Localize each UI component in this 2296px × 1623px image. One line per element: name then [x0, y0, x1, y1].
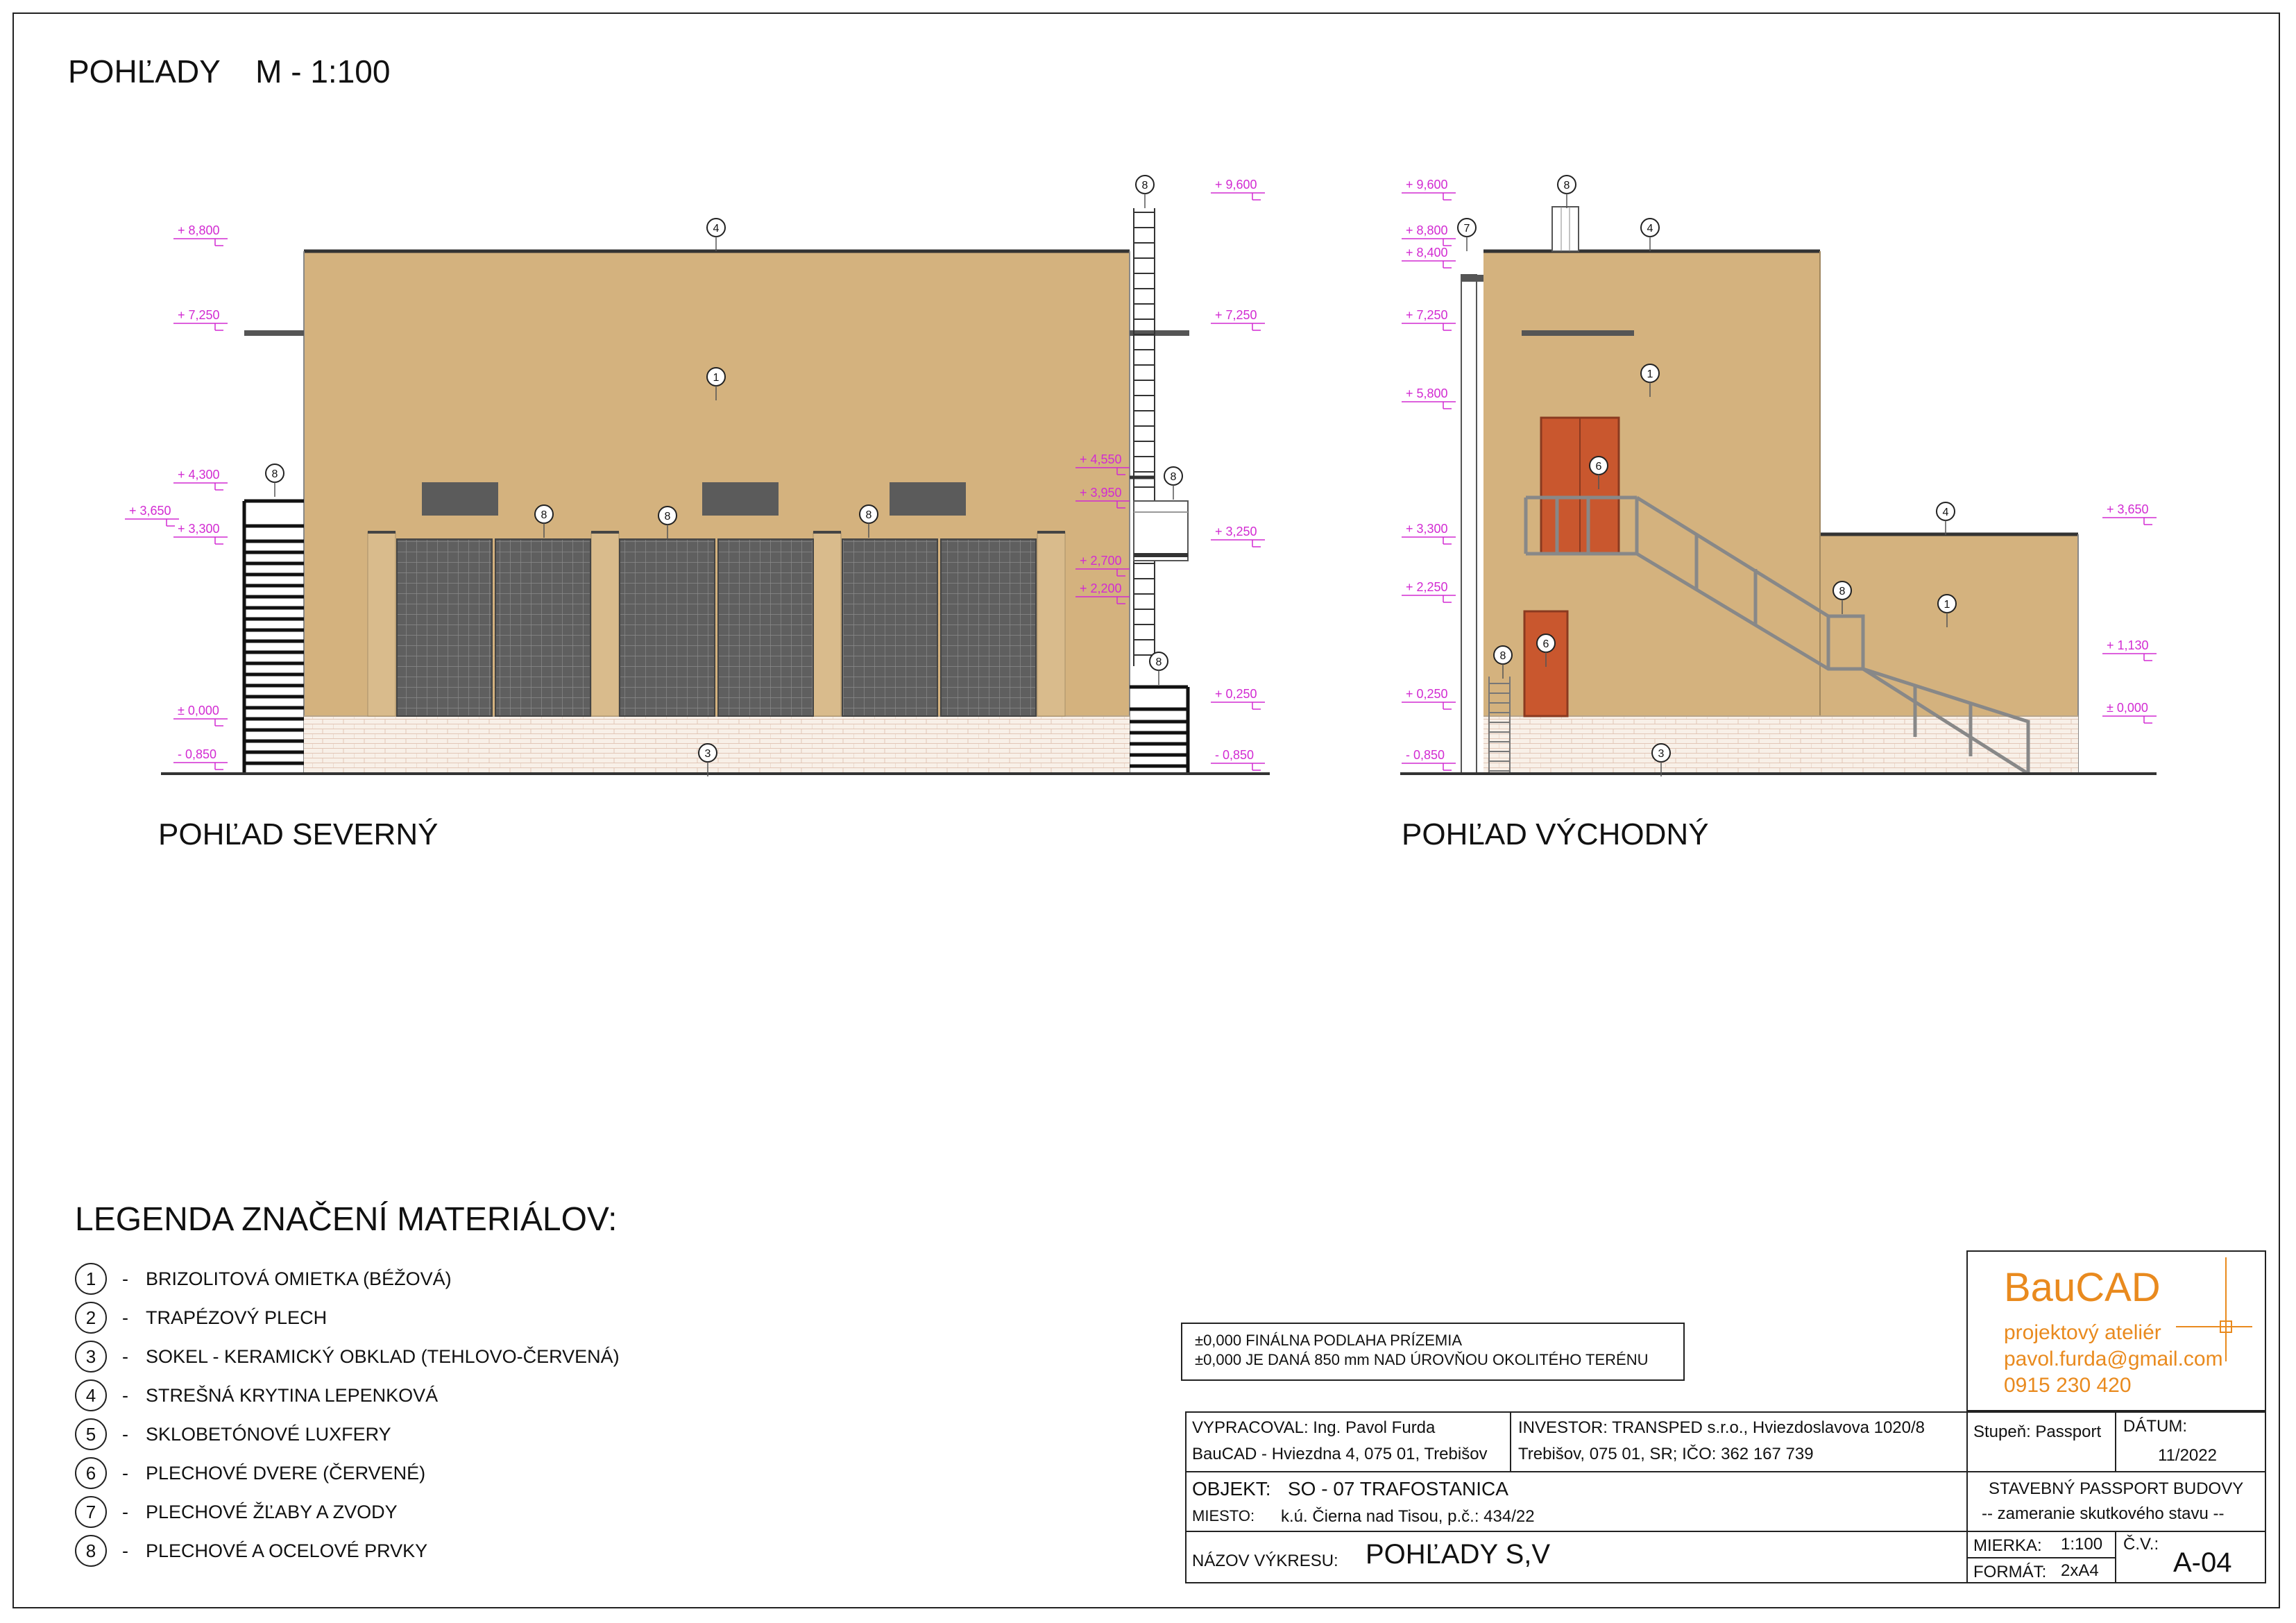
svg-text:+ 5,800: + 5,800	[1406, 386, 1448, 400]
north-sokel	[304, 716, 1130, 774]
svg-text:1: 1	[713, 372, 720, 384]
svg-text:+ 7,250: + 7,250	[1406, 308, 1448, 322]
objekt: SO - 07 TRAFOSTANICA	[1288, 1478, 1508, 1499]
legend-item	[75, 1531, 620, 1570]
svg-text:- 0,850: - 0,850	[178, 747, 217, 761]
cell-vypracoval	[1185, 1411, 1511, 1472]
left-steel-stair	[244, 501, 304, 774]
material-marker	[1136, 176, 1154, 208]
cell-investor	[1510, 1411, 1968, 1472]
cell-passport	[1966, 1471, 2266, 1532]
svg-text:8: 8	[1499, 650, 1506, 662]
svg-text:1: 1	[1944, 599, 1950, 611]
passport-subtitle: -- zameranie skutkového stavu --	[1982, 1504, 2225, 1523]
svg-text:+ 3,300: + 3,300	[178, 522, 220, 536]
logo-email: pavol.furda@gmail.com	[2004, 1348, 2223, 1370]
svg-text:+ 0,250: + 0,250	[1406, 687, 1448, 701]
east-sokel	[1483, 716, 2078, 774]
legend-label: PLECHOVÉ DVERE (ČERVENÉ)	[146, 1462, 426, 1484]
level-mark	[1402, 308, 1456, 330]
svg-text:8: 8	[271, 468, 278, 480]
legend-title: LEGENDA ZNAČENÍ MATERIÁLOV:	[75, 1201, 618, 1238]
level-mark	[1211, 308, 1265, 330]
glass-block-panel	[718, 539, 813, 716]
cell-cv	[2115, 1531, 2266, 1583]
legend-number: 6	[75, 1457, 107, 1489]
level-mark	[1402, 386, 1456, 409]
glass-block-panel	[842, 539, 937, 716]
level-mark	[1402, 522, 1456, 544]
cell-datum	[2115, 1411, 2266, 1472]
view-title-north: POHĽAD SEVERNÝ	[158, 817, 439, 851]
svg-text:6: 6	[1595, 461, 1602, 473]
svg-text:+ 8,800: + 8,800	[178, 223, 220, 237]
note-line-2: ±0,000 JE DANÁ 850 mm NAD ÚROVŇOU OKOLITÉHO TERÉNU	[1195, 1351, 1649, 1368]
material-marker	[1937, 502, 1955, 535]
level-mark	[125, 504, 179, 526]
logo-crosshair-icon	[2176, 1257, 2252, 1361]
svg-text:6: 6	[1542, 638, 1549, 650]
level-mark	[2102, 701, 2157, 723]
svg-text:+ 8,400: + 8,400	[1406, 246, 1448, 260]
legend-dash: -	[122, 1501, 128, 1522]
cv-label: Č.V.:	[2123, 1535, 2159, 1554]
level-mark	[1402, 687, 1456, 709]
material-legend	[75, 1259, 620, 1570]
legend-number: 7	[75, 1496, 107, 1528]
cell-stupen	[1966, 1411, 2116, 1472]
east-elevation	[1400, 207, 2157, 774]
view-title-east: POHĽAD VÝCHODNÝ	[1402, 817, 1709, 851]
logo-phone: 0915 230 420	[2004, 1374, 2132, 1397]
legend-dash: -	[122, 1268, 128, 1289]
legend-dash: -	[122, 1423, 128, 1445]
svg-text:+ 9,600: + 9,600	[1406, 178, 1448, 192]
legend-dash: -	[122, 1307, 128, 1328]
logo-name: BauCAD	[2004, 1265, 2161, 1310]
vypracoval-address: BauCAD - Hviezdna 4, 075 01, Trebišov	[1192, 1445, 1488, 1463]
svg-text:3: 3	[1658, 748, 1665, 760]
svg-text:+ 8,800: + 8,800	[1406, 223, 1448, 237]
glass-block-panel	[620, 539, 715, 716]
objekt-label: OBJEKT:	[1192, 1478, 1271, 1499]
legend-number: 4	[75, 1379, 107, 1411]
legend-dash: -	[122, 1345, 128, 1367]
svg-text:+ 2,700: + 2,700	[1080, 554, 1122, 568]
level-mark	[1402, 580, 1456, 602]
right-bottom-stair	[1130, 687, 1188, 774]
svg-text:8: 8	[1563, 180, 1570, 192]
svg-text:8: 8	[1141, 180, 1148, 192]
legend-item	[75, 1298, 620, 1337]
legend-number: 8	[75, 1535, 107, 1567]
legend-item	[75, 1493, 620, 1531]
mierka: 1:100	[2061, 1535, 2103, 1554]
stupen: Stupeň: Passport	[1973, 1422, 2102, 1441]
cv: A-04	[2173, 1547, 2232, 1578]
glass-block-panel	[397, 539, 492, 716]
logo-block	[1966, 1250, 2266, 1411]
level-mark	[173, 522, 228, 544]
level-mark	[173, 747, 228, 770]
legend-number: 3	[75, 1341, 107, 1373]
legend-number: 5	[75, 1418, 107, 1450]
svg-text:+ 0,250: + 0,250	[1215, 687, 1257, 701]
svg-text:+ 3,650: + 3,650	[2107, 502, 2149, 516]
material-marker	[1150, 652, 1168, 685]
nazov-label: NÁZOV VÝKRESU:	[1192, 1552, 1338, 1570]
svg-text:8: 8	[1155, 656, 1162, 668]
level-mark	[173, 468, 228, 490]
logo-subtitle: projektový ateliér	[2004, 1321, 2161, 1344]
legend-number: 1	[75, 1263, 107, 1295]
material-marker	[1164, 467, 1182, 500]
svg-text:3: 3	[704, 748, 711, 760]
material-marker	[1458, 219, 1476, 251]
svg-text:8: 8	[1839, 586, 1846, 597]
datum-label: DÁTUM:	[2123, 1417, 2187, 1436]
svg-text:7: 7	[1463, 223, 1470, 235]
svg-text:+ 7,250: + 7,250	[178, 308, 220, 322]
legend-number: 2	[75, 1302, 107, 1334]
downpipe	[1461, 275, 1483, 774]
legend-item	[75, 1454, 620, 1493]
svg-text:- 0,850: - 0,850	[1406, 748, 1445, 762]
cell-format	[1966, 1557, 2116, 1583]
svg-text:+ 4,300: + 4,300	[178, 468, 220, 482]
level-mark	[173, 308, 228, 330]
passport-title: STAVEBNÝ PASSPORT BUDOVY	[1989, 1479, 2244, 1498]
legend-item	[75, 1376, 620, 1415]
window	[702, 482, 779, 516]
level-mark	[173, 223, 228, 246]
svg-text:4: 4	[1942, 507, 1949, 518]
svg-text:8: 8	[541, 509, 547, 521]
miesto: k.ú. Čierna nad Tisou, p.č.: 434/22	[1281, 1507, 1535, 1526]
page-title: POHĽADY M - 1:100	[68, 53, 391, 90]
level-mark	[1402, 246, 1456, 268]
legend-dash: -	[122, 1462, 128, 1484]
level-mark	[1211, 748, 1265, 770]
level-mark	[1211, 687, 1265, 709]
svg-text:4: 4	[1647, 223, 1653, 235]
svg-text:+ 7,250: + 7,250	[1215, 308, 1257, 322]
material-marker	[1558, 176, 1576, 208]
investor: INVESTOR: TRANSPED s.r.o., Hviezdoslavova 1020/8	[1518, 1418, 1925, 1437]
svg-text:+ 9,600: + 9,600	[1215, 178, 1257, 192]
east-annex-wall	[1820, 534, 2078, 716]
legend-label: BRIZOLITOVÁ OMIETKA (BÉŽOVÁ)	[146, 1268, 452, 1289]
nazov: POHĽADY S,V	[1366, 1539, 1551, 1570]
svg-text:± 0,000: ± 0,000	[178, 704, 219, 717]
svg-text:+ 2,250: + 2,250	[1406, 580, 1448, 594]
material-marker	[1641, 219, 1659, 251]
material-marker	[266, 464, 284, 497]
legend-label: PLECHOVÉ ŽĽABY A ZVODY	[146, 1501, 398, 1522]
note-line-1: ±0,000 FINÁLNA PODLAHA PRÍZEMIA	[1195, 1332, 1462, 1349]
vypracoval: VYPRACOVAL: Ing. Pavol Furda	[1192, 1418, 1436, 1437]
datum: 11/2022	[2158, 1446, 2217, 1465]
level-mark	[173, 704, 228, 726]
legend-label: STREŠNÁ KRYTINA LEPENKOVÁ	[146, 1384, 439, 1406]
investor-address: Trebišov, 075 01, SR; IČO: 362 167 739	[1518, 1445, 1814, 1463]
window	[422, 482, 498, 516]
material-marker	[707, 219, 725, 251]
legend-dash: -	[122, 1384, 128, 1406]
svg-text:+ 4,550: + 4,550	[1080, 452, 1122, 466]
legend-label: SKLOBETÓNOVÉ LUXFERY	[146, 1423, 391, 1445]
svg-text:+ 3,250: + 3,250	[1215, 525, 1257, 538]
level-mark	[1402, 178, 1456, 200]
legend-dash: -	[122, 1540, 128, 1561]
svg-text:+ 2,200: + 2,200	[1080, 581, 1122, 595]
legend-label: TRAPÉZOVÝ PLECH	[146, 1307, 328, 1328]
legend-item	[75, 1259, 620, 1298]
level-mark	[2102, 638, 2157, 661]
legend-item	[75, 1415, 620, 1454]
cell-nazov	[1185, 1531, 1968, 1583]
glass-block-panel	[495, 539, 590, 716]
window	[890, 482, 966, 516]
cell-objekt	[1185, 1471, 1968, 1532]
format: 2xA4	[2061, 1561, 2099, 1580]
svg-text:+ 3,300: + 3,300	[1406, 522, 1448, 536]
legend-label: PLECHOVÉ A OCELOVÉ PRVKY	[146, 1540, 428, 1561]
level-mark	[2102, 502, 2157, 525]
level-mark	[1211, 178, 1265, 200]
note-box	[1181, 1323, 1685, 1381]
svg-text:- 0,850: - 0,850	[1215, 748, 1255, 762]
legend-item	[75, 1337, 620, 1376]
cell-mierka	[1966, 1531, 2116, 1558]
miesto-label: MIESTO:	[1192, 1507, 1255, 1524]
svg-text:1: 1	[1647, 368, 1653, 380]
svg-text:+ 3,950: + 3,950	[1080, 486, 1122, 500]
svg-text:4: 4	[713, 223, 720, 235]
format-label: FORMÁT:	[1973, 1563, 2047, 1581]
level-mark	[1402, 748, 1456, 770]
svg-text:+ 1,130: + 1,130	[2107, 638, 2149, 652]
level-mark	[1402, 223, 1456, 246]
svg-text:8: 8	[1170, 471, 1177, 483]
svg-text:+ 3,650: + 3,650	[129, 504, 171, 518]
right-ladder	[1130, 208, 1188, 666]
glass-block-panel	[941, 539, 1036, 716]
svg-text:± 0,000: ± 0,000	[2107, 701, 2148, 715]
legend-label: SOKEL - KERAMICKÝ OBKLAD (TEHLOVO-ČERVENÁ)	[146, 1345, 620, 1367]
svg-text:8: 8	[664, 511, 671, 522]
level-mark	[1211, 525, 1265, 547]
mierka-label: MIERKA:	[1973, 1536, 2042, 1555]
svg-text:8: 8	[865, 509, 872, 521]
